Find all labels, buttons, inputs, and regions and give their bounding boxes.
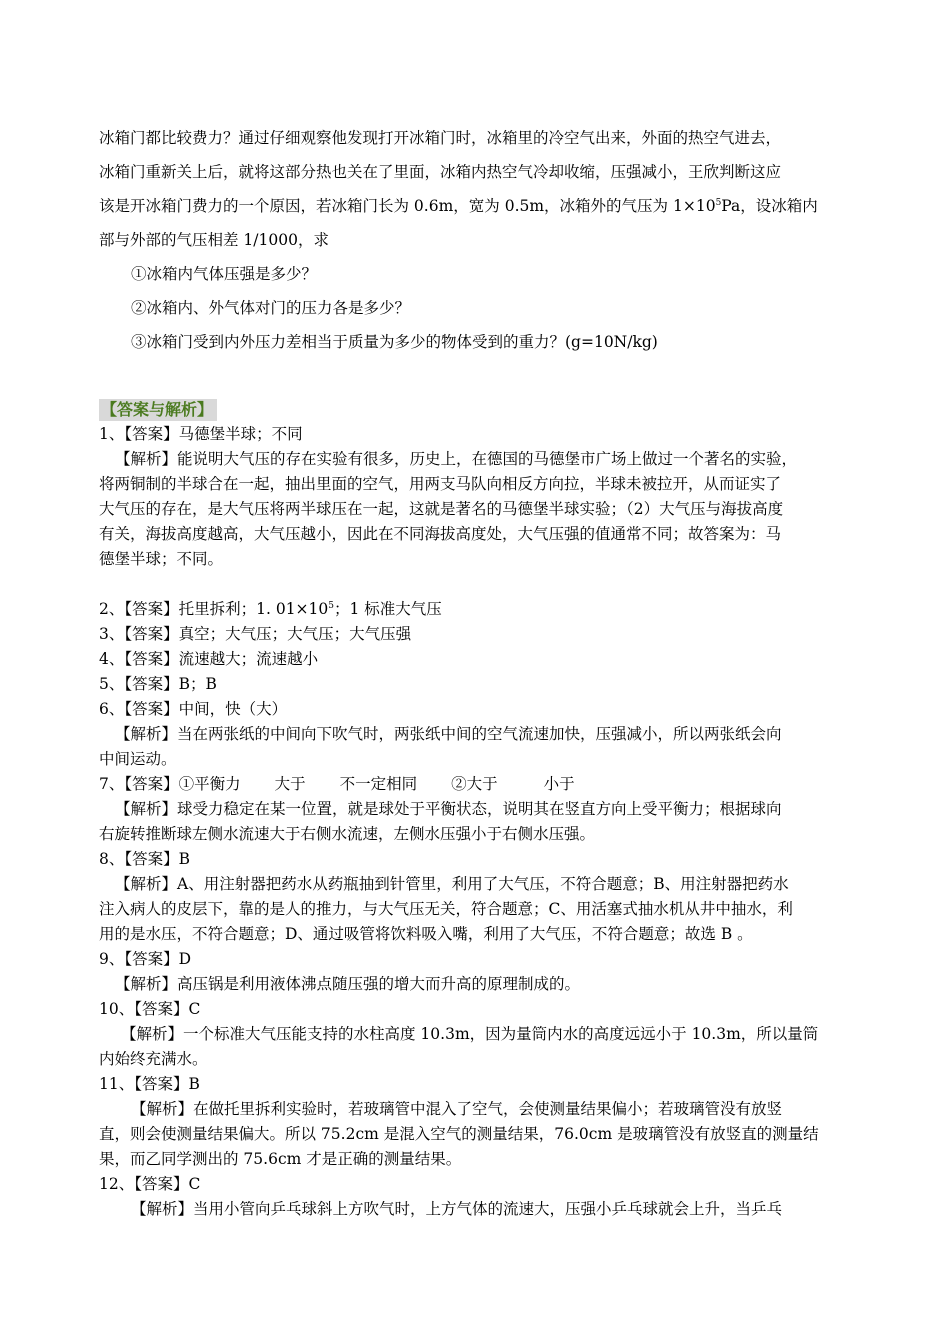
answer-9: 9、【答案】D	[99, 950, 192, 968]
explanation-line: 直，则会使测量结果偏大。所以 75.2cm 是混入空气的测量结果，76.0cm 是玻璃管没有放竖直的测量结	[99, 1125, 819, 1143]
spacer	[99, 572, 859, 597]
answer-12: 12、【答案】C	[99, 1175, 201, 1193]
answer-7: 7、【答案】①平衡力 大于 不一定相同 ②大于 小于	[99, 775, 575, 793]
answer-1: 1、【答案】马德堡半球；不同	[99, 425, 303, 443]
answer-11: 11、【答案】B	[99, 1075, 200, 1093]
explanation-line: 将两铜制的半球合在一起，抽出里面的空气，用两支马队向相反方向拉，半球未被拉开，从而证实了	[99, 475, 782, 493]
problem-text	[99, 121, 859, 359]
sub-question-3: ③冰箱门受到内外压力差相当于质量为多少的物体受到的重力？(g=10N/kg)	[131, 333, 658, 351]
answer-10: 10、【答案】C	[99, 1000, 201, 1018]
explanation-line: 果，而乙同学测出的 75.6cm 才是正确的测量结果。	[99, 1150, 462, 1168]
explanation-line: 【解析】能说明大气压的存在实验有很多，历史上，在德国的马德堡市广场上做过一个著名的实验，	[115, 450, 798, 468]
answer-6: 6、【答案】中间，快（大）	[99, 700, 288, 718]
explanation-line: 大气压的存在，是大气压将两半球压在一起，这就是著名的马德堡半球实验；（2）大气压与海拔高度	[99, 500, 784, 518]
explanation-line: 德堡半球；不同。	[99, 550, 224, 568]
explanation-line: 内始终充满水。	[99, 1050, 208, 1068]
explanation-line: 有关，海拔高度越高，大气压越小，因此在不同海拔高度处，大气压强的值通常不同；故答案为：马	[99, 525, 782, 543]
explanation-line: 【解析】当用小管向乒乓球斜上方吹气时，上方气体的流速大，压强小乒乓球就会上升，当乒乓	[131, 1200, 783, 1218]
sub-question-2: ②冰箱内、外气体对门的压力各是多少？	[131, 299, 411, 317]
problem-line: 该是开冰箱门费力的一个原因，若冰箱门长为 0.6m，宽为 0.5m，冰箱外的气压为 $1\times 10^5Pa$，设冰箱内	[99, 197, 818, 215]
problem-line: 冰箱门重新关上后，就将这部分热也关在了里面，冰箱内热空气冷却收缩，压强减小，王欣判断这应	[99, 163, 782, 181]
explanation-line: 注入病人的皮层下，靠的是人的推力，与大气压无关，符合题意；C、用活塞式抽水机从井中抽水，利	[99, 900, 793, 918]
explanation-line: 中间运动。	[99, 750, 177, 768]
problem-line: 冰箱门都比较费力？通过仔细观察他发现打开冰箱门时，冰箱里的冷空气出来，外面的热空气进去，	[99, 129, 782, 147]
explanation-line: 【解析】一个标准大气压能支持的水柱高度 10.3m，因为量筒内水的高度远远小于 10.3m，所以量筒	[121, 1025, 819, 1043]
explanation-line: 右旋转推断球左侧水流速大于右侧水流速，左侧水压强小于右侧水压强。	[99, 825, 596, 843]
sub-question-1: ①冰箱内气体压强是多少？	[131, 265, 318, 283]
answer-8: 8、【答案】B	[99, 850, 191, 868]
answer-3: 3、【答案】真空；大气压；大气压；大气压强	[99, 625, 412, 643]
explanation-line: 【解析】当在两张纸的中间向下吹气时，两张纸中间的空气流速加快，压强减小，所以两张纸会向	[115, 725, 782, 743]
explanation-line: 用的是水压，不符合题意；D、通过吸管将饮料吸入嘴，利用了大气压，不符合题意；故选 B 。	[99, 925, 753, 943]
explanation-line: 【解析】球受力稳定在某一位置，就是球处于平衡状态，说明其在竖直方向上受平衡力；根据球向	[115, 800, 782, 818]
explanation-line: 【解析】在做托里拆利实验时，若玻璃管中混入了空气，会使测量结果偏小；若玻璃管没有放竖	[131, 1100, 783, 1118]
answers-section	[99, 422, 859, 1222]
section-heading: 【答案与解析】	[99, 399, 217, 421]
explanation-line: 【解析】高压锅是利用液体沸点随压强的增大而升高的原理制成的。	[115, 975, 581, 993]
answer-2: 2、【答案】托里拆利；1. $01\times 10^5$；1 标准大气压	[99, 600, 442, 618]
answer-4: 4、【答案】流速越大；流速越小	[99, 650, 319, 668]
problem-line: 部与外部的气压相差 1/1000，求	[99, 231, 329, 249]
explanation-line: 【解析】A、用注射器把药水从药瓶抽到针管里，利用了大气压，不符合题意；B、用注射器把药水	[115, 875, 789, 893]
answer-5: 5、【答案】B；B	[99, 675, 217, 693]
